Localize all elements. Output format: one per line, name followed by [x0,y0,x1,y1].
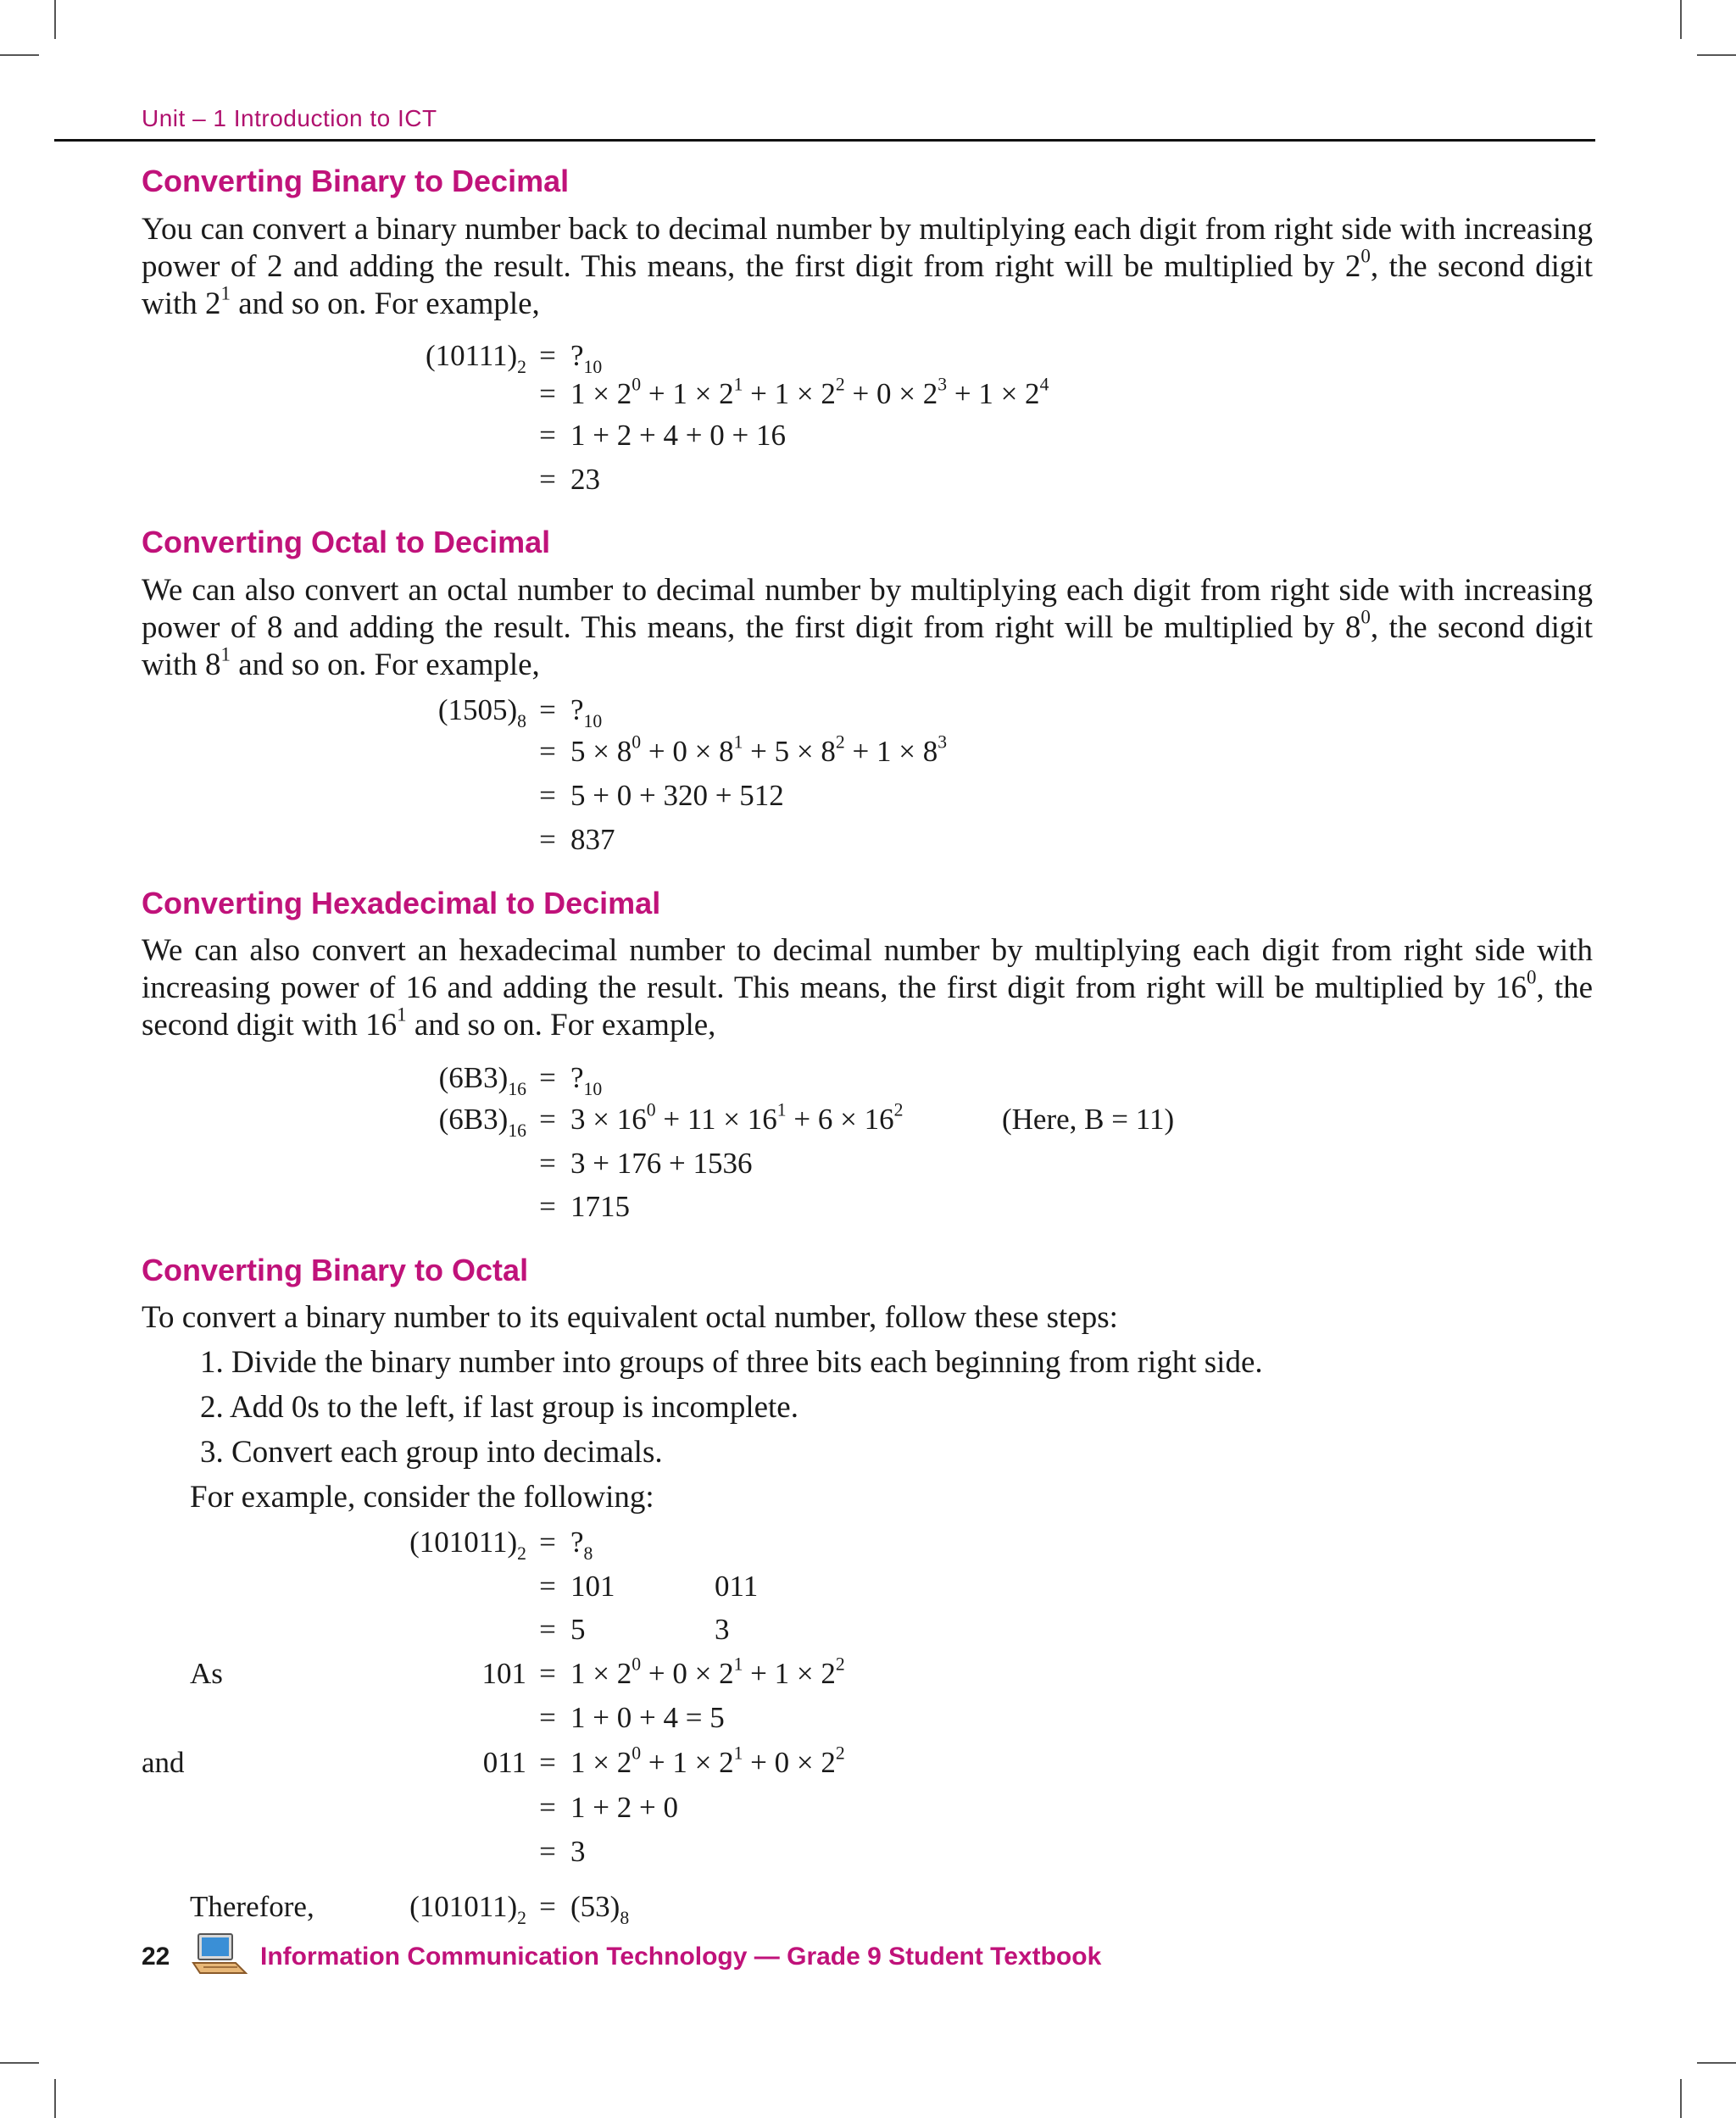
para-text: , the second digit with 2 [142,249,1593,321]
equation-rhs: 3 [570,1835,586,1868]
equation-rhs: 5 + 0 + 320 + 512 [570,779,784,812]
heading-octal-to-decimal: Converting Octal to Decimal [142,525,551,559]
para-text: , the second digit with 8 [142,610,1593,682]
page-number: 22 [142,1943,170,1971]
para-text: , the second digit with 16 [142,970,1594,1042]
para-text: You can convert a binary number back to decimal number by multiplying each digit from right side with increasing power of 2 and adding the result. This means, the first digit from right will be multiplied by 2 [142,212,1593,284]
equation-line [0,1142,1736,1185]
footer-title: Information Communication Technology — Grade 9 Student Textbook [260,1943,1102,1971]
equation-line [0,689,1736,731]
equation-line [0,775,1736,817]
equation-line [0,1697,1736,1739]
equation-line [0,1565,1736,1608]
equation-lhs: $(10111)_2$ [425,339,526,378]
superscript: 1 [220,643,231,665]
equation-rhs: 1 + 2 + 0 [570,1791,678,1824]
crop-mark [54,2079,56,2118]
equation-rhs: 23 [570,463,600,496]
header-rule [54,139,1595,142]
equation-rhs: 3 + 176 + 1536 [570,1147,753,1180]
equation-rhs: $1 \times 2^0 + 1 \times 2^1 + 1 \times 2^2 + 0 \times 2^3 + 1 \times 2^4$ [570,374,1049,410]
crop-mark [0,2062,39,2064]
superscript: 0 [1360,245,1371,267]
equation-rhs: $?_{10}$ [570,1061,603,1100]
equation-lhs: $(1505)_8$ [437,693,526,732]
equation-line [0,1098,1736,1141]
superscript: 0 [1360,606,1371,628]
equation-lhs: $(6B3)_{16}$ [438,1061,526,1100]
equals-sign: = [539,463,556,496]
paragraph-octal-to-decimal [142,572,1593,684]
equation-lhs: $(101011)_2$ [409,1526,526,1565]
equation-line [0,819,1736,861]
label-and: and [142,1746,185,1779]
equation-rhs: $5 \times 8^0 + 0 \times 8^1 + 5 \times 8^2 + 1 \times 8^3$ [570,731,948,768]
para-text: and so on. For example, [231,286,540,321]
equals-sign: = [539,693,556,726]
equation-rhs: 5 [570,1613,586,1646]
label-therefore: Therefore, [190,1890,314,1923]
equation-rhs: 1 + 2 + 4 + 0 + 16 [570,419,786,452]
equation-line [0,1057,1736,1099]
equation-line [0,731,1736,773]
equals-sign: = [539,339,556,372]
equation-column: 011 [715,1570,759,1603]
equation-rhs: $?_{10}$ [570,693,603,732]
para-text: We can also convert an octal number to decimal number by multiplying each digit from right side with increasing power of 8 and adding the result. This means, the first digit from right will be multiplied by 8 [142,573,1593,645]
equals-sign: = [539,1103,556,1136]
equals-sign: = [539,1613,556,1646]
equals-sign: = [539,779,556,812]
equals-sign: = [539,1526,556,1559]
superscript: 0 [1527,966,1537,988]
equation-note: (Here, B = 11) [1002,1103,1175,1136]
equals-sign: = [539,735,556,768]
equation-rhs: $3 \times 16^0 + 11 \times 16^1 + 6 \times 16^2$ [570,1099,904,1136]
equation-rhs: 1 + 0 + 4 = 5 [570,1701,725,1734]
heading-hexadecimal-to-decimal: Converting Hexadecimal to Decimal [142,886,661,920]
equation-lhs: 101 [481,1657,526,1690]
equation-line [0,414,1736,457]
crop-mark [1697,54,1736,56]
equation-line [0,373,1736,415]
equation-lhs: $(6B3)_{16}$ [438,1103,526,1142]
crop-mark [1680,0,1682,39]
equation-rhs: $1 \times 2^0 + 1 \times 2^1 + 0 \times 2^2$ [570,1743,845,1779]
equals-sign: = [539,1791,556,1824]
equals-sign: = [539,1701,556,1734]
para-text: and so on. For example, [406,1008,716,1042]
equals-sign: = [539,419,556,452]
crop-mark [1697,2062,1736,2064]
heading-binary-to-decimal: Converting Binary to Decimal [142,164,570,198]
equation-rhs: $(53)_8$ [570,1890,630,1929]
equation-rhs: 1715 [570,1190,630,1223]
superscript: 1 [397,1003,407,1026]
equation-line [0,1886,1736,1928]
equation-line [0,1186,1736,1228]
equals-sign: = [539,1147,556,1180]
equals-sign: = [539,1570,556,1603]
equals-sign: = [539,1835,556,1868]
equation-rhs: $1 \times 2^0 + 0 \times 2^1 + 1 \times 2^2$ [570,1654,845,1690]
crop-mark [54,0,56,39]
laptop-icon [192,1932,248,1976]
equation-lhs: $(101011)_2$ [409,1890,526,1929]
equation-line [0,1831,1736,1873]
list-item: 3. Convert each group into decimals. [200,1435,663,1470]
paragraph-binary-to-decimal [142,211,1593,323]
equation-line [0,459,1736,501]
equation-rhs: $?_{10}$ [570,339,603,378]
equals-sign: = [539,823,556,856]
equals-sign: = [539,1061,556,1094]
equation-line [0,1742,1736,1784]
equation-line [0,1521,1736,1564]
equals-sign: = [539,1746,556,1779]
equation-lhs: 011 [482,1746,526,1779]
equals-sign: = [539,1657,556,1690]
equation-rhs: $?_8$ [570,1526,593,1565]
example-intro: For example, consider the following: [190,1480,654,1515]
paragraph-hexadecimal-to-decimal [142,932,1593,1044]
equation-rhs: 101 [570,1570,615,1603]
running-header: Unit – 1 Introduction to ICT [142,105,437,131]
equals-sign: = [539,1190,556,1223]
equation-line [0,1787,1736,1829]
equation-column: 3 [715,1613,730,1646]
equals-sign: = [539,1890,556,1923]
superscript: 1 [220,282,231,304]
equals-sign: = [539,377,556,410]
list-item: 2. Add 0s to the left, if last group is incomplete. [200,1390,798,1425]
para-text: We can also convert an hexadecimal number to decimal number by multiplying each digit from right side with increasing power of 16 and adding the result. This means, the first digit from right will be multiplied by 16 [142,933,1593,1005]
equation-line [0,335,1736,377]
equation-line [0,1653,1736,1695]
equation-rhs: 837 [570,823,615,856]
para-text: and so on. For example, [231,648,540,682]
paragraph-binary-to-octal: To convert a binary number to its equivalent octal number, follow these steps: [142,1300,1118,1335]
crop-mark [0,54,39,56]
equation-line [0,1609,1736,1651]
crop-mark [1680,2079,1682,2118]
heading-binary-to-octal: Converting Binary to Octal [142,1253,529,1287]
list-item: 1. Divide the binary number into groups of three bits each beginning from right side. [200,1345,1263,1380]
label-as: As [190,1657,223,1690]
